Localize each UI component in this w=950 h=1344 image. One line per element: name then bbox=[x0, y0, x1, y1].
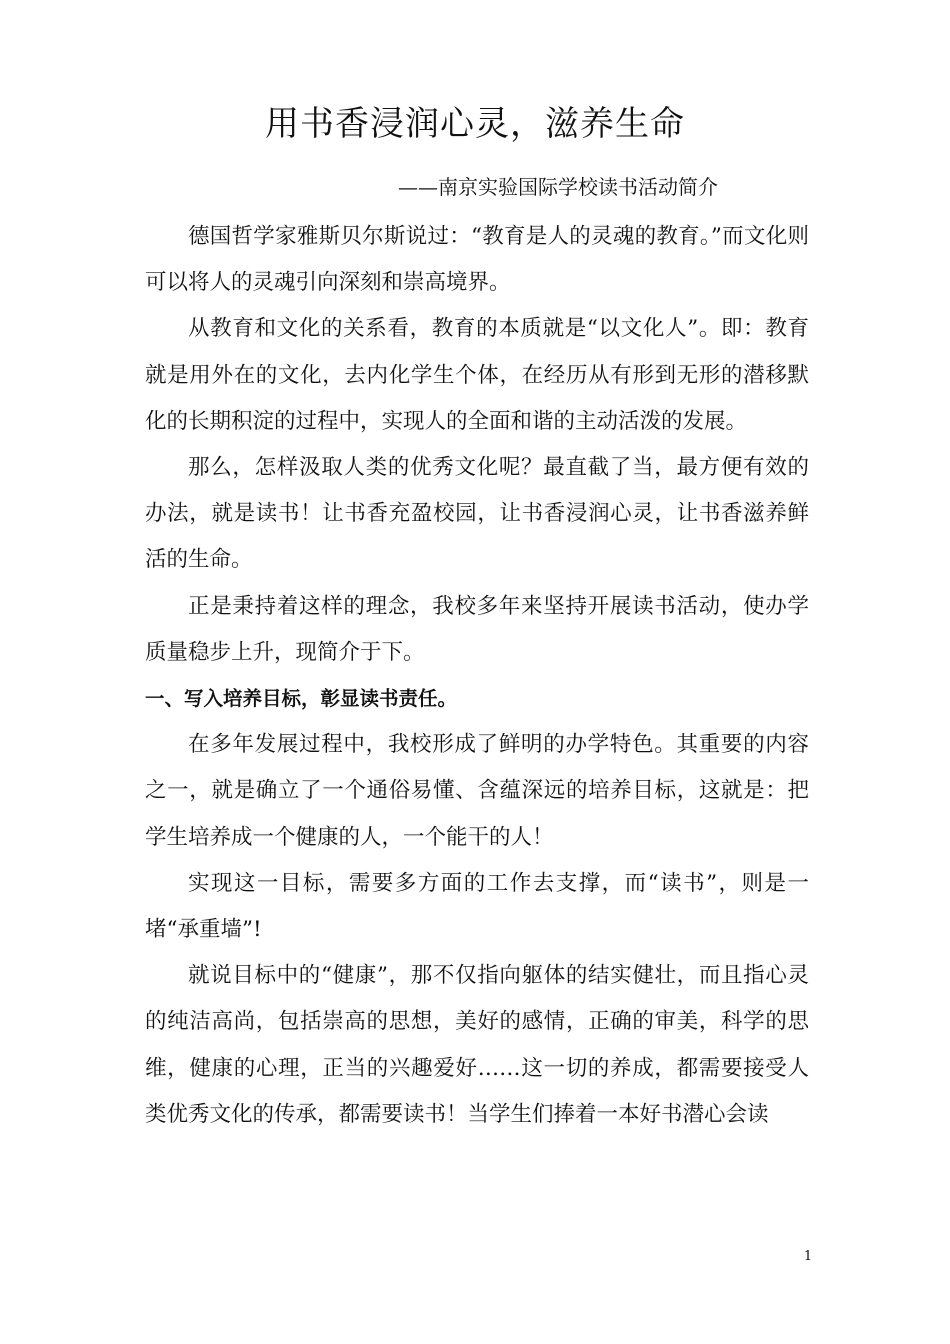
paragraph: 德国哲学家雅斯贝尔斯说过：“教育是人的灵魂的教育。”而文化则可以将人的灵魂引向深刻和崇高境界。 bbox=[145, 224, 809, 296]
paragraph: 就说目标中的“健康”，那不仅指向躯体的结实健壮，而且指心灵的纯洁高尚，包括崇高的思想，美好的感情，正确的审美，科学的思维，健康的心理，正当的兴趣爱好……这一切的养成，都需要接受人类优秀文化的传承，都需要读书！当学生们捧着一本好书潜心会读 bbox=[145, 963, 809, 1127]
document-title: 用书香浸润心灵，滋养生命 bbox=[265, 104, 685, 144]
document-body bbox=[145, 214, 809, 1138]
paragraph: 从教育和文化的关系看，教育的本质就是“以文化人”。即：教育就是用外在的文化，去内化学生个体，在经历从有形到无形的潜移默化的长期积淀的过程中，实现人的全面和谐的主动活泼的发展。 bbox=[145, 316, 809, 434]
page-number: 1 bbox=[803, 1249, 813, 1264]
document-subtitle: ——南京实验国际学校读书活动简介 bbox=[398, 175, 718, 199]
paragraph: 正是秉持着这样的理念，我校多年来坚持开展读书活动，使办学质量稳步上升，现简介于下。 bbox=[145, 593, 809, 665]
paragraph: 在多年发展过程中，我校形成了鲜明的办学特色。其重要的内容之一，就是确立了一个通俗易懂、含蕴深远的培养目标，这就是：把学生培养成一个健康的人，一个能干的人！ bbox=[145, 732, 809, 850]
section-heading: 一、写入培养目标，彰显读书责任。 bbox=[145, 687, 458, 711]
paragraph: 那么，怎样汲取人类的优秀文化呢？最直截了当，最方便有效的办法，就是读书！让书香充盈校园，让书香浸润心灵，让书香滋养鲜活的生命。 bbox=[145, 455, 809, 573]
paragraph: 实现这一目标，需要多方面的工作去支撑，而“读书”，则是一堵“承重墙”! bbox=[145, 870, 809, 943]
